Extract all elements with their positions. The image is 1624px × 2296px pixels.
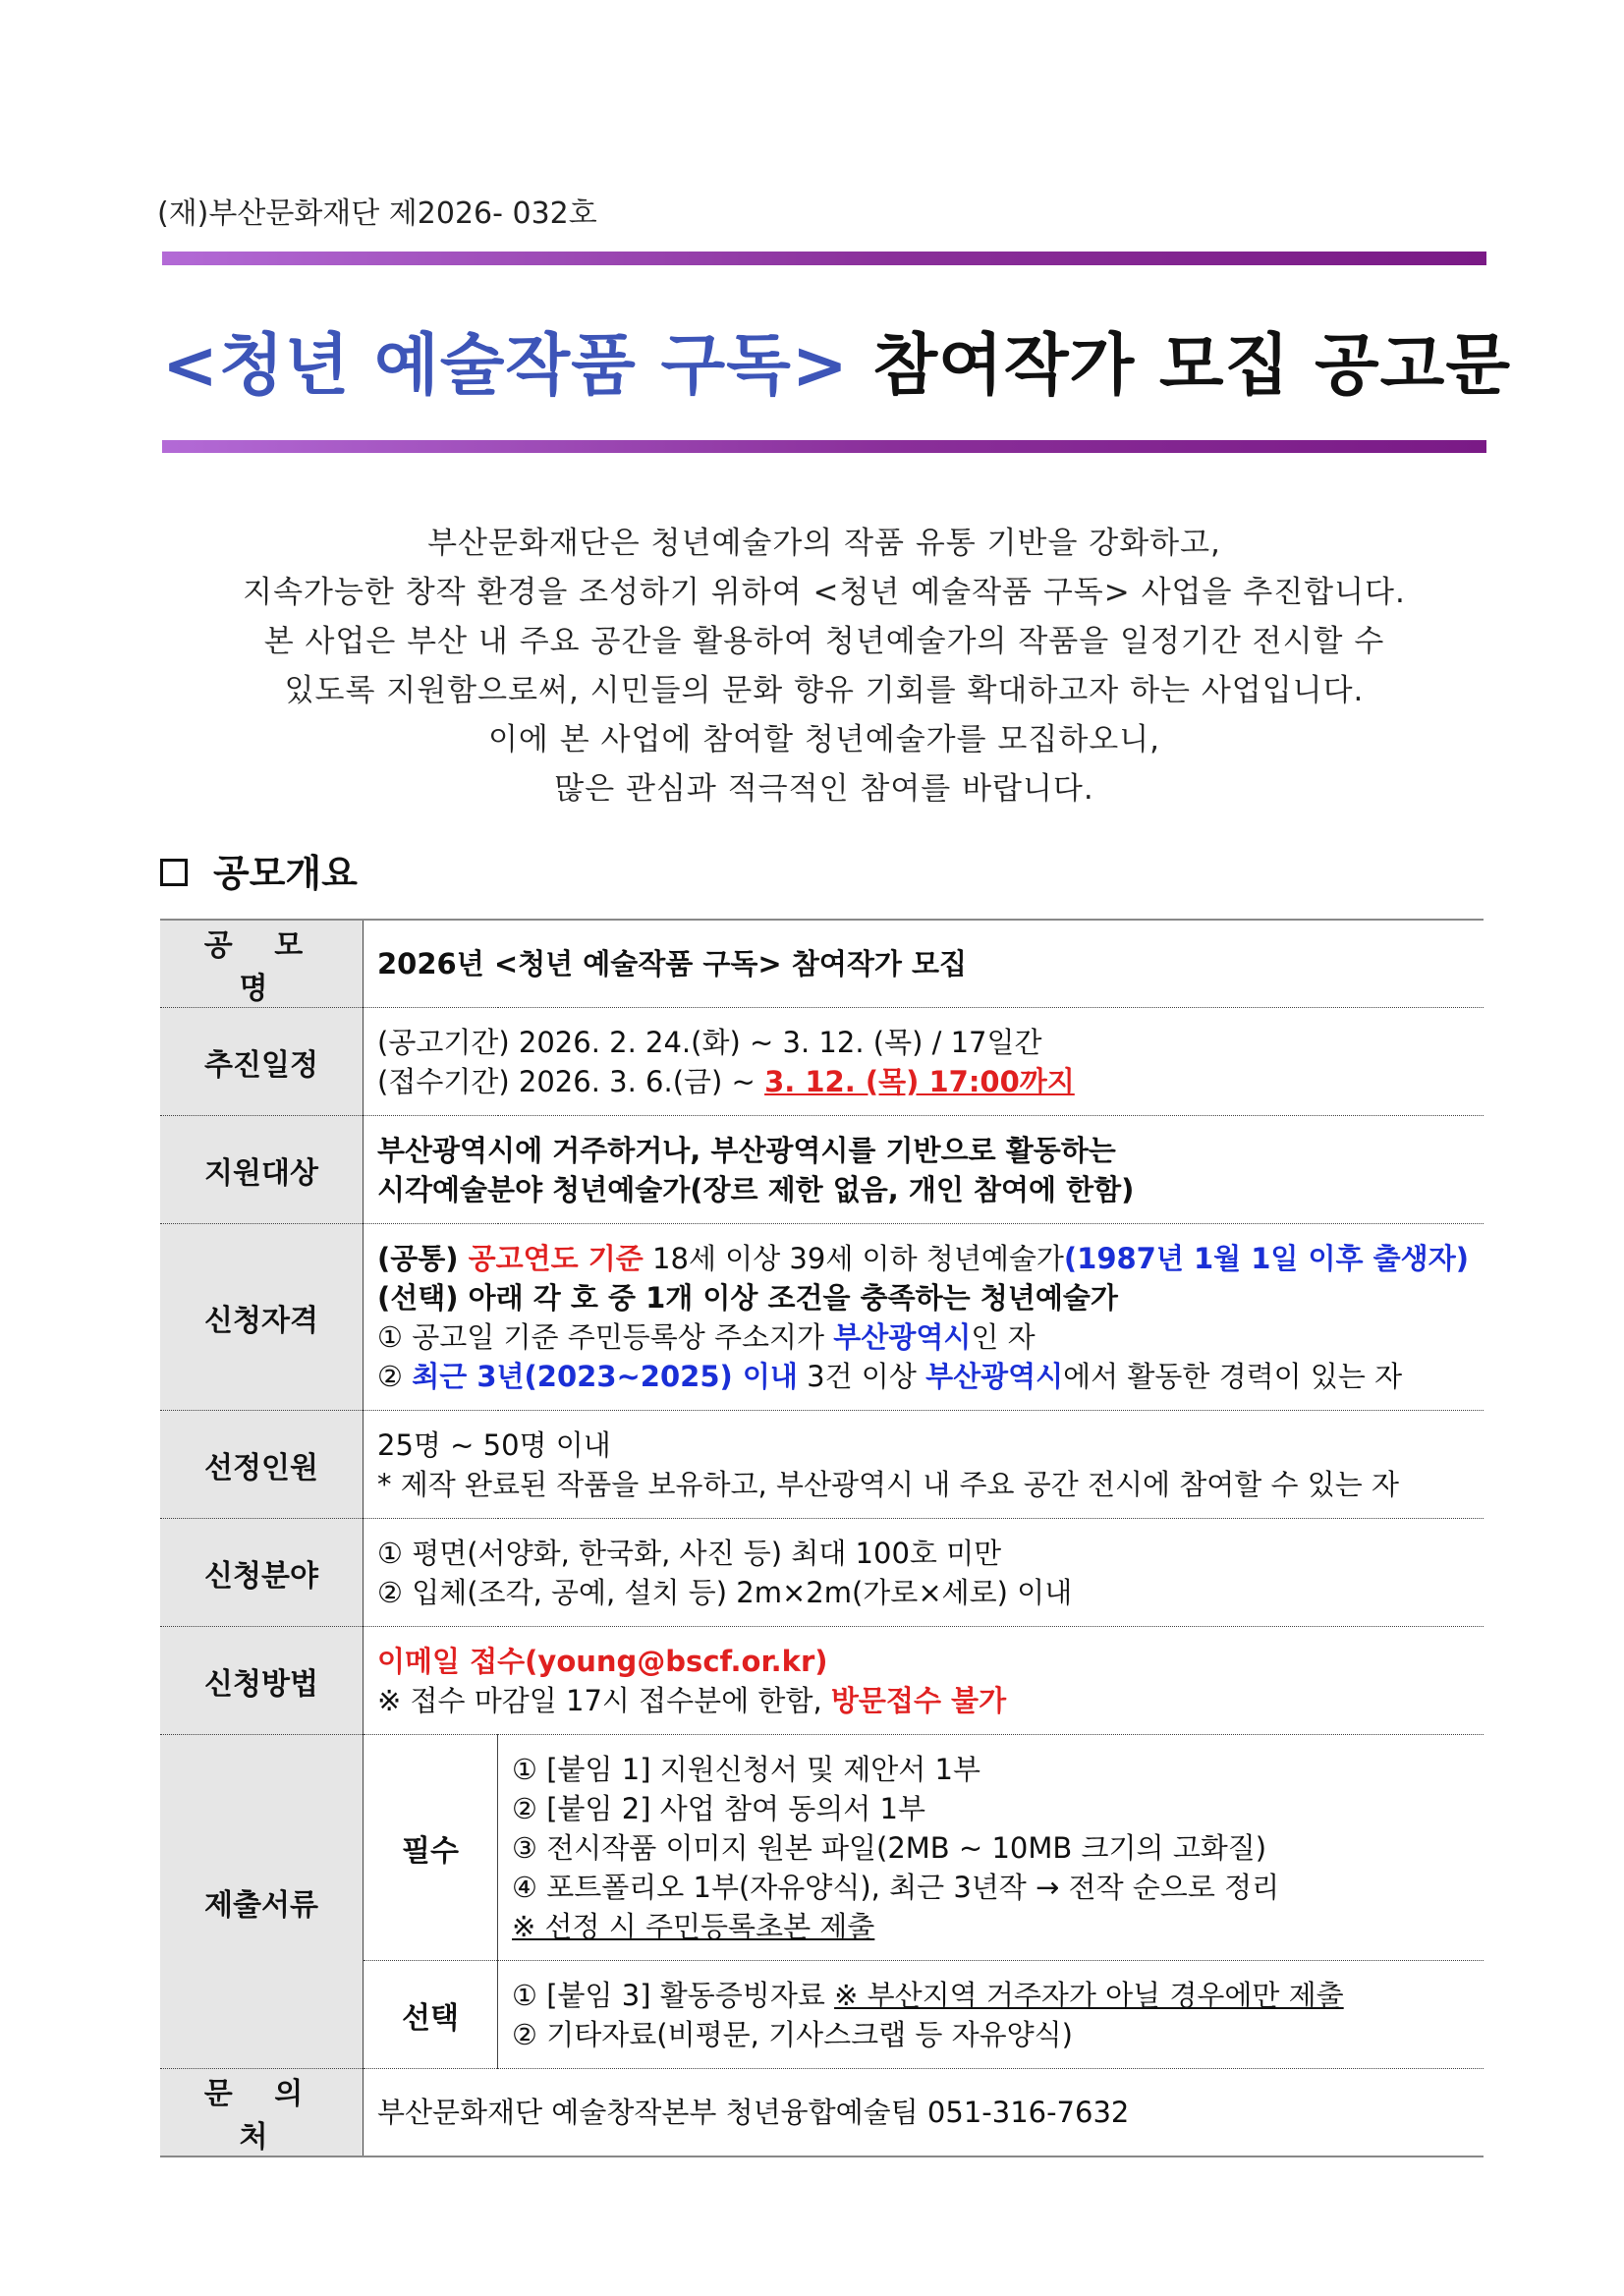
- required-label: 필수: [364, 1735, 498, 1961]
- row-label-eligibility: 신청자격: [160, 1224, 364, 1411]
- field-item: ① 평면(서양화, 한국화, 사진 등) 최대 100호 미만: [377, 1536, 1002, 1570]
- square-bullet-icon: [160, 859, 188, 886]
- row-label-selection: 선정인원: [160, 1411, 364, 1519]
- table-row: [160, 1224, 1484, 1411]
- row-label-field: 신청분야: [160, 1519, 364, 1627]
- table-row: [160, 1116, 1484, 1224]
- deadline-text: 3. 12. (목) 17:00까지: [764, 1064, 1075, 1098]
- required-doc: ① [붙임 1] 지원신청서 및 제안서 1부: [512, 1752, 981, 1786]
- top-divider-bar: [162, 252, 1486, 265]
- row-label-method: 신청방법: [160, 1627, 364, 1735]
- row-label-target: 지원대상: [160, 1116, 364, 1224]
- section-heading: [160, 843, 358, 897]
- required-doc-note: ※ 선정 시 주민등록초본 제출: [512, 1909, 875, 1943]
- table-row: [160, 1008, 1484, 1116]
- selection-count: 25명 ~ 50명 이내: [377, 1428, 611, 1462]
- target-line: 부산광역시에 거주하거나, 부산광역시를 기반으로 활동하는: [377, 1133, 1116, 1167]
- optional-doc: ① [붙임 3] 활동증빙자료 ※ 부산지역 거주자가 아닐 경우에만 제출: [512, 1978, 1344, 2012]
- row-label-contact: 문 의 처: [160, 2069, 364, 2157]
- intro-line: 있도록 지원함으로써, 시민들의 문화 향유 기회를 확대하고자 하는 사업입니다.: [284, 673, 1365, 708]
- eligibility-item: ② 최근 3년(2023~2025) 이내 3건 이상 부산광역시에서 활동한 경력이 있는 자: [377, 1359, 1403, 1393]
- eligibility-optional: (선택) 아래 각 호 중 1개 이상 조건을 충족하는 청년예술가: [377, 1280, 1118, 1315]
- table-row: [160, 1411, 1484, 1519]
- eligibility-common: (공통) 공고연도 기준 18세 이상 39세 이하 청년예술가(1987년 1월 1일 이후 출생자): [377, 1241, 1469, 1275]
- table-row: [160, 1627, 1484, 1735]
- schedule-receipt: (접수기간) 2026. 3. 6.(금) ~ 3. 12. (목) 17:00까지: [377, 1064, 1075, 1098]
- document-number: (재)부산문화재단 제2026- 032호: [157, 196, 597, 231]
- overview-table: [160, 919, 1484, 2157]
- field-item: ② 입체(조각, 공예, 설치 등) 2m×2m(가로×세로) 이내: [377, 1575, 1073, 1609]
- table-row: [160, 1735, 1484, 1961]
- table-row: [160, 2069, 1484, 2157]
- eligibility-item: ① 공고일 기준 주민등록상 주소지가 부산광역시인 자: [377, 1319, 1036, 1354]
- program-name-value: 2026년 <청년 예술작품 구독> 참여작가 모집: [377, 947, 968, 980]
- selection-note: * 제작 완료된 작품을 보유하고, 부산광역시 내 주요 공간 전시에 참여할 수 있는 자: [377, 1467, 1400, 1501]
- row-label-documents: 제출서류: [160, 1735, 364, 2069]
- intro-line: 많은 관심과 적극적인 참여를 바랍니다.: [554, 771, 1094, 807]
- title-program-name: <청년 예술작품 구독>: [162, 327, 849, 405]
- required-doc: ④ 포트폴리오 1부(자유양식), 최근 3년작 → 전작 순으로 정리: [512, 1870, 1280, 1904]
- title-suffix: 참여작가 모집 공고문: [848, 327, 1512, 405]
- optional-label: 선택: [364, 1961, 498, 2069]
- target-line: 시각예술분야 청년예술가(장르 제한 없음, 개인 참여에 한함): [377, 1172, 1135, 1206]
- intro-line: 본 사업은 부산 내 주요 공간을 활용하여 청년예술가의 작품을 일정기간 전시할 수: [263, 624, 1385, 659]
- intro-line: 지속가능한 창작 환경을 조성하기 위하여 <청년 예술작품 구독> 사업을 추진합니다.: [243, 575, 1406, 610]
- page-title: [162, 312, 1512, 408]
- optional-doc: ② 기타자료(비평문, 기사스크랩 등 자유양식): [512, 2017, 1073, 2051]
- schedule-announce: (공고기간) 2026. 2. 24.(화) ~ 3. 12. (목) / 17일간: [377, 1025, 1042, 1059]
- required-doc: ② [붙임 2] 사업 참여 동의서 1부: [512, 1791, 925, 1825]
- section-title: 공모개요: [213, 852, 358, 895]
- table-row: [160, 920, 1484, 1008]
- intro-line: 부산문화재단은 청년예술가의 작품 유통 기반을 강화하고,: [427, 526, 1221, 561]
- contact-value: 부산문화재단 예술창작본부 청년융합예술팀 051-316-7632: [377, 2096, 1130, 2129]
- method-email: 이메일 접수(young@bscf.or.kr): [377, 1644, 828, 1678]
- method-note: ※ 접수 마감일 17시 접수분에 한함, 방문접수 불가: [377, 1683, 1007, 1717]
- row-label-name: 공 모 명: [160, 920, 364, 1008]
- bottom-divider-bar: [162, 440, 1486, 453]
- required-doc: ③ 전시작품 이미지 원본 파일(2MB ~ 10MB 크기의 고화질): [512, 1830, 1267, 1865]
- table-row: [160, 1519, 1484, 1627]
- intro-paragraph: [162, 519, 1486, 813]
- intro-line: 이에 본 사업에 참여할 청년예술가를 모집하오니,: [487, 722, 1161, 757]
- row-label-schedule: 추진일정: [160, 1008, 364, 1116]
